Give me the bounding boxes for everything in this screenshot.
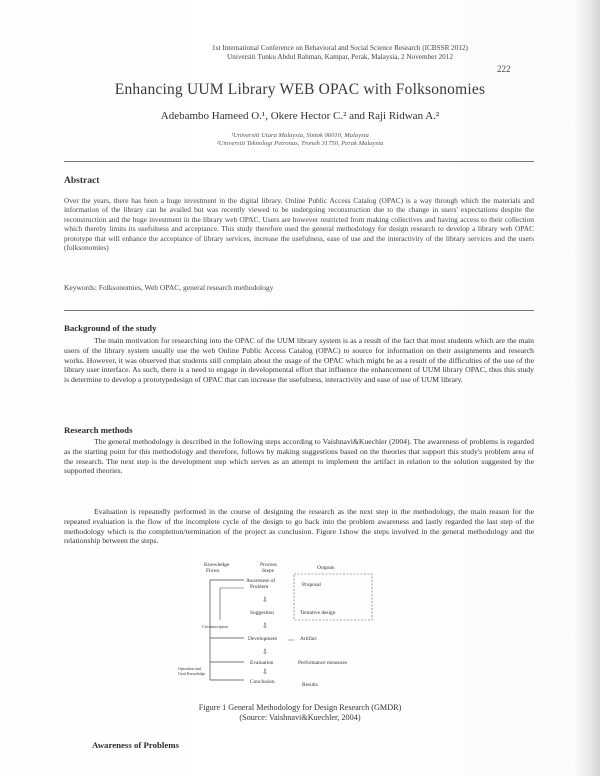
step-awareness-line-1: Awareness of [246,578,275,584]
figure-caption-line-2: (Source: Vaishnavi&Kuechler, 2004) [239,713,361,722]
step-evaluation: Evaluation [250,660,274,666]
step-awareness-line-2: Problem [250,584,269,590]
arrow-down-1: ⇩ [262,596,268,604]
circumscription-label: Circumscription [202,624,228,629]
background-paragraph [64,336,534,385]
operation-label-1: Operation and [178,666,201,671]
col-outputs-label: Outputs [317,565,335,571]
arrow-down-3: ⇩ [262,648,268,656]
arrow-down-2: ⇩ [262,622,268,630]
affiliation-1: ¹Universiti Utara Malaysia, Sintok 06010, Malaysia [231,132,369,139]
paper-authors: Adebambo Hameed O.¹, Okere Hector C.² and Raji Ridwan A.² [160,110,440,122]
col-flows-label: Flows [206,568,220,574]
arrow-down-4: ⇩ [262,668,268,676]
output-results: Results [302,682,318,688]
keywords: Keywords: Folksonomies, Web OPAC, general research methodology [64,283,274,292]
figure-caption [120,703,480,723]
conference-line-1: 1st International Conference on Behavioral and Social Science Research (ICBSSR 2012) [212,44,468,52]
abstract-heading: Abstract [64,176,100,186]
affiliations [120,132,480,148]
conference-line-2: Universiti Tunku Abdul Rahman, Kampar, Perak, Malaysia, 2 November 2012 [227,53,453,61]
abstract-text: Over the years, there has been a huge investment in the digital library. Online Public Access Catalog (OPAC) is a way through which the materials and information of the library can be availed but was recently viewed to be undergoing reconstruction due to the change in users' expectations despite the reconstruction and the huge investment in the library web OPAC. Users are however restricted from making collectives and having access to their collection which thereby limits its usefulness and acceptance. This study therefore used the general methodology for design research to develop a library web OPAC prototype that will enhance the acceptance of library services, increase the usefulness, ease of use and the interactivity of the library services and the users (folksonomies) [64,196,534,253]
step-suggestion: Suggestion [250,610,274,616]
background-heading: Background of the study [64,323,157,333]
methods-paragraph-1 [64,437,534,476]
paper-title: Enhancing UUM Library WEB OPAC with Folksonomies [114,81,486,98]
operation-label-2: Goal Knowledge [178,671,206,676]
conference-header [140,44,540,62]
methods-text-2: Evaluation is repeatedly performed in the course of designing the research as the next step in the methodology, the main reason for the repeated evaluation is the flow of the incomplete cycle of the design to go back into the problem awareness and lastly regarded the last step of the methodology which is the completion/termination of the project as conclusion. Figure 1show the steps involved in the general methodology and the relationship between the steps. [64,507,534,546]
col-knowledge-label: Knowledge [204,562,230,568]
background-text: The main motivation for researching into the OPAC of the UUM library system is as a result of the fact that most students which are the main users of the library system usually use the web Online Public Access Catalog (OPAC) to source for information on their assignments and research works. However, it was observed that students still complain about the usage of the OPAC which might be as a result of the difficulties of the use of the library user interface. As such, there is a need to engage in developmental effort that influence the enhancement of UUM library OPAC, thus this study is determine to develop a prototypedesign of OPAC that can increase the usefulness, interactivity and ease of use of UUM library. [64,336,534,385]
methods-paragraph-2 [64,507,534,546]
gmdr-diagram [176,558,376,696]
gmdr-figure [176,558,376,696]
methods-heading: Research methods [64,425,133,435]
output-artifact: Artifact [300,636,317,642]
col-steps-label: Steps [262,568,274,574]
output-tentative-design: Tentative design [300,610,336,616]
col-process-label: Process [260,562,277,568]
output-performance-measures: Performance measures [298,660,347,666]
affiliation-2: ²Universiti Teknologi Petronas, Tronoh 31750, Perak Malaysia [216,140,384,147]
page-number: 222 [497,64,511,74]
scan-edge-shadow [574,0,600,776]
methods-text-1: The general methodology is described in the following steps according to Vaishnavi&Kuechler (2004). The awareness of problems is regarded as the starting point for this methodology and therefore, follows by making suggestions based on the theories that support this study's problem area of the research. The next step is the development step which serves as an attempt to implement the artifact in relation to the solution suggested by the supported theories. [64,437,534,476]
step-development: Development [248,636,278,642]
step-conclusion: Conclusion [250,679,275,685]
output-proposal: Proposal [302,582,321,588]
divider-bottom [64,310,534,311]
divider-top [64,161,534,162]
figure-caption-line-1: Figure 1 General Methodology for Design Research (GMDR) [198,703,402,712]
awareness-heading: Awareness of Problems [92,740,179,750]
